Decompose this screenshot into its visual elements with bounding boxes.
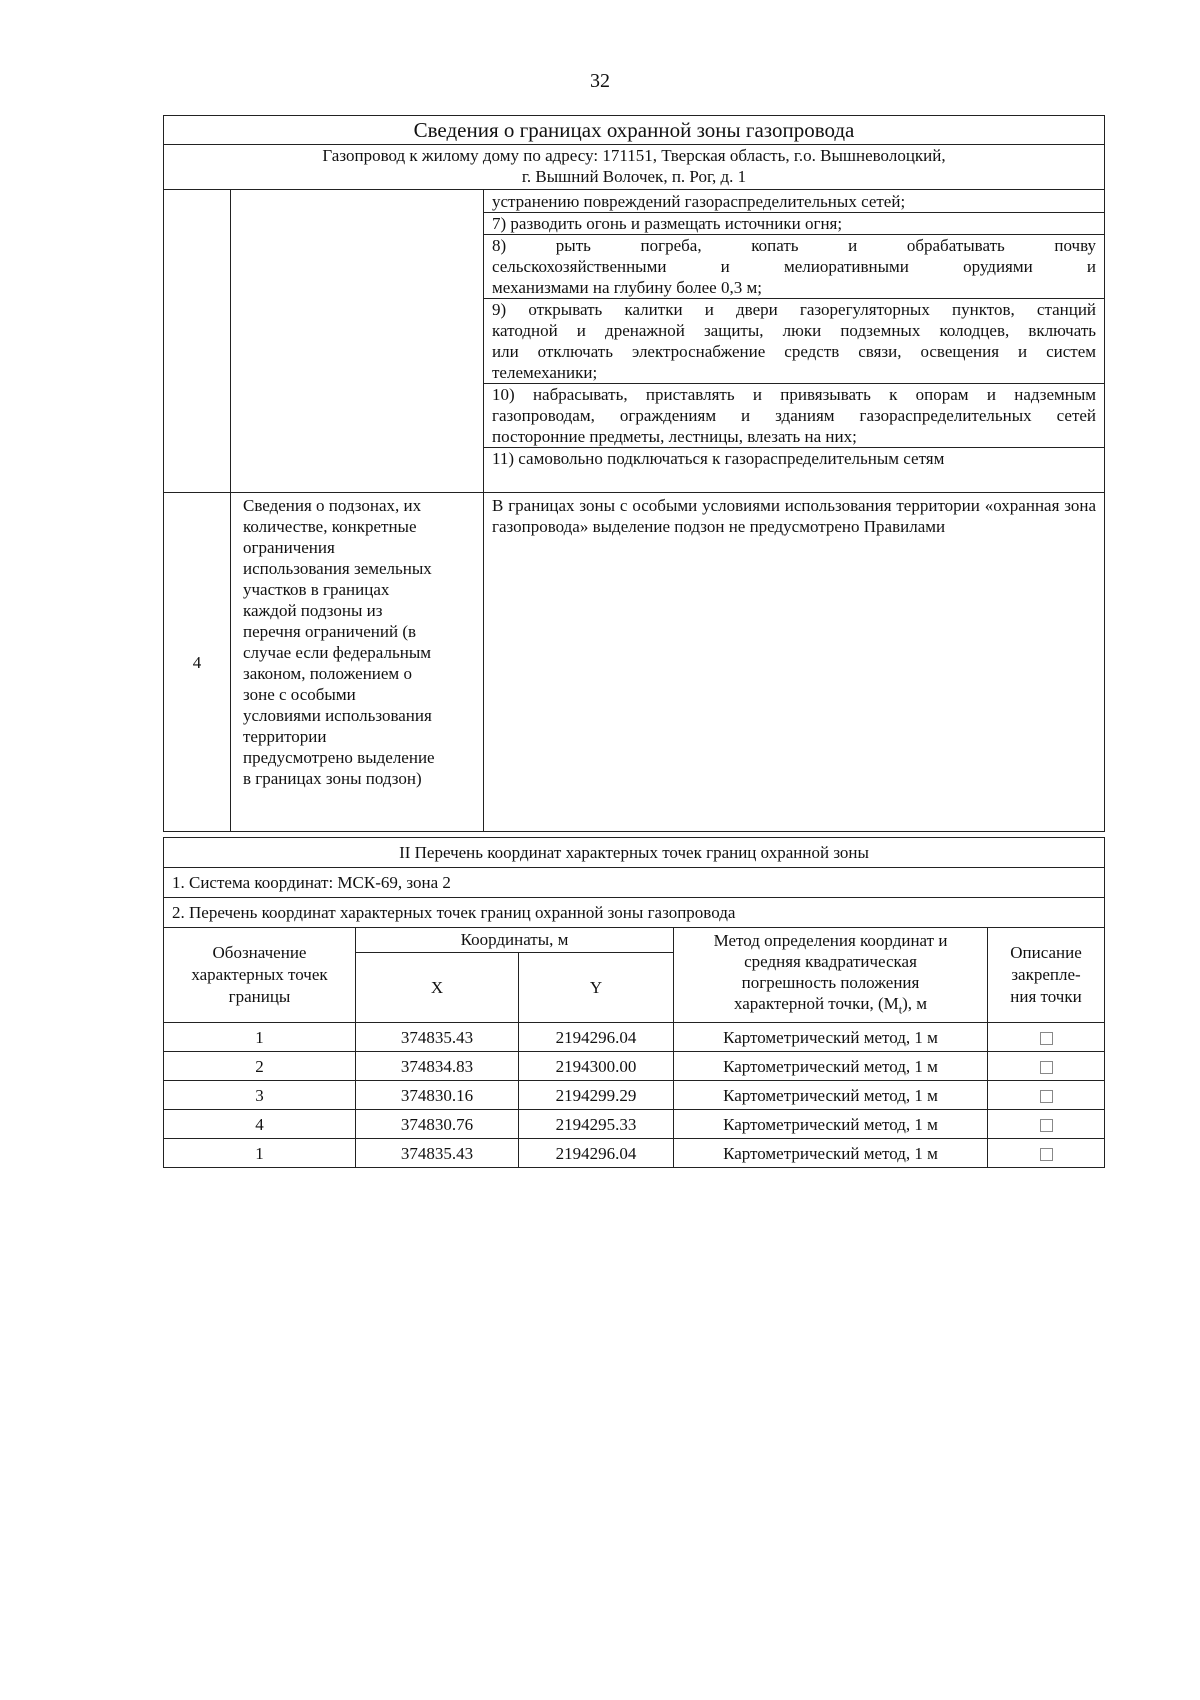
- description-cell: [988, 1081, 1105, 1110]
- x-value: 374830.76: [356, 1110, 519, 1139]
- restriction-line: сельскохозяйственными и мелиоративными орудиями и: [492, 257, 1097, 276]
- coordinates-table: [163, 837, 1105, 1168]
- label-line: территории: [243, 727, 327, 746]
- item-4-value: В границах зоны с особыми условиями использования территории «охранная зона газопровода» выделение подзон не предусмотрено Правилами: [484, 493, 1105, 832]
- list-title: 2. Перечень координат характерных точек границ охранной зоны газопровода: [164, 898, 1105, 928]
- x-value: 374835.43: [356, 1023, 519, 1052]
- point-id: 3: [164, 1081, 356, 1110]
- y-value: 2194296.04: [519, 1023, 674, 1052]
- empty-box-icon: [1040, 1061, 1053, 1074]
- restriction-line: катодной и дренажной защиты, люки подземных колодцев, включать: [492, 321, 1097, 340]
- header-method: [674, 928, 988, 1023]
- method-text: ), м: [902, 994, 928, 1013]
- method-text: характерной точки, (M: [733, 994, 899, 1013]
- empty-box-icon: [1040, 1090, 1053, 1103]
- table-row: [164, 1139, 1105, 1168]
- label-line: законом, положением о: [243, 664, 412, 683]
- label-line: использования земельных: [243, 559, 432, 578]
- coordinate-system: 1. Система координат: МСК-69, зона 2: [164, 868, 1105, 898]
- table-row: [164, 1110, 1105, 1139]
- table-row: [164, 1052, 1105, 1081]
- method-value: Картометрический метод, 1 м: [674, 1023, 988, 1052]
- table-row: [164, 1023, 1105, 1052]
- page-number: 32: [590, 70, 610, 92]
- desc-line: ния точки: [1010, 987, 1082, 1007]
- y-value: 2194296.04: [519, 1139, 674, 1168]
- header-coordinates: Координаты, м: [356, 928, 674, 953]
- empty-box-icon: [1040, 1119, 1053, 1132]
- item-4-number: 4: [164, 493, 231, 832]
- method-value: Картометрический метод, 1 м: [674, 1081, 988, 1110]
- restriction-line: газопроводам, ограждениям и зданиям газораспределительных сетей: [492, 406, 1097, 425]
- subtitle-line: Газопровод к жилому дому по адресу: 171151, Тверская область, г.о. Вышневолоцкий,: [322, 146, 946, 165]
- description-cell: [988, 1023, 1105, 1052]
- restriction-line: или отключать электроснабжение средств связи, освещения и систем: [492, 342, 1097, 361]
- method-line: средняя квадратическая: [744, 952, 917, 971]
- desc-line: закрепле-: [1011, 965, 1081, 985]
- empty-number-cell: [164, 190, 231, 493]
- point-id: 4: [164, 1110, 356, 1139]
- empty-box-icon: [1040, 1032, 1053, 1045]
- y-value: 2194300.00: [519, 1052, 674, 1081]
- restriction-line: телемеханики;: [492, 363, 598, 382]
- method-line: погрешность положения: [741, 973, 920, 992]
- empty-box-icon: [1040, 1148, 1053, 1161]
- x-value: 374835.43: [356, 1139, 519, 1168]
- label-line: Сведения о подзонах, их: [243, 496, 422, 515]
- y-value: 2194295.33: [519, 1110, 674, 1139]
- label-line: условиями использования: [243, 706, 432, 725]
- method-subscript: t: [898, 1002, 903, 1017]
- label-line: перечня ограничений (в: [243, 622, 417, 641]
- x-value: 374830.16: [356, 1081, 519, 1110]
- x-value: 374834.83: [356, 1052, 519, 1081]
- table-row: [164, 1081, 1105, 1110]
- point-id: 2: [164, 1052, 356, 1081]
- restriction-line: устранению повреждений газораспределительных сетей;: [492, 192, 906, 211]
- restrictions-list: [484, 190, 1105, 493]
- restriction-line: 10) набрасывать, приставлять и привязывать к опорам и надземным: [484, 383, 1104, 405]
- restriction-line: 11) самовольно подключаться к газораспределительным сетям: [484, 447, 1104, 469]
- header-description: [988, 928, 1105, 1023]
- label-line: участков в границах: [243, 580, 390, 599]
- restriction-line: 9) открывать калитки и двери газорегуляторных пунктов, станций: [484, 298, 1104, 320]
- point-id: 1: [164, 1023, 356, 1052]
- method-line: Метод определения координат и: [713, 931, 948, 950]
- restriction-line: посторонние предметы, лестницы, влезать на них;: [492, 427, 857, 446]
- method-value: Картометрический метод, 1 м: [674, 1139, 988, 1168]
- restriction-line: 8) рыть погреба, копать и обрабатывать почву: [484, 234, 1104, 256]
- description-cell: [988, 1052, 1105, 1081]
- header-point: Обозначение характерных точек границы: [164, 928, 356, 1023]
- method-value: Картометрический метод, 1 м: [674, 1052, 988, 1081]
- label-line: ограничения: [243, 538, 335, 557]
- label-line: предусмотрено выделение: [243, 748, 435, 767]
- desc-line: Описание: [1010, 943, 1082, 963]
- description-cell: [988, 1139, 1105, 1168]
- table-title: Сведения о границах охранной зоны газопровода: [164, 116, 1105, 145]
- section-heading: II Перечень координат характерных точек границ охранной зоны: [164, 838, 1105, 868]
- description-cell: [988, 1110, 1105, 1139]
- protection-zone-table: [163, 115, 1105, 832]
- empty-label-cell: [231, 190, 484, 493]
- header-x: X: [356, 953, 519, 1023]
- method-line: [678, 993, 983, 1020]
- header-y: Y: [519, 953, 674, 1023]
- label-line: зоне с особыми: [243, 685, 356, 704]
- y-value: 2194299.29: [519, 1081, 674, 1110]
- method-value: Картометрический метод, 1 м: [674, 1110, 988, 1139]
- label-line: в границах зоны подзон): [243, 769, 422, 788]
- label-line: случае если федеральным: [243, 643, 432, 662]
- subtitle-line: г. Вышний Волочек, п. Рог, д. 1: [521, 167, 747, 186]
- point-id: 1: [164, 1139, 356, 1168]
- label-line: каждой подзоны из: [243, 601, 383, 620]
- label-line: количестве, конкретные: [243, 517, 417, 536]
- table-subtitle: [164, 145, 1105, 190]
- restriction-line: механизмами на глубину более 0,3 м;: [492, 278, 762, 297]
- item-4-label: [231, 493, 484, 832]
- restriction-line: 7) разводить огонь и размещать источники огня;: [484, 212, 1104, 234]
